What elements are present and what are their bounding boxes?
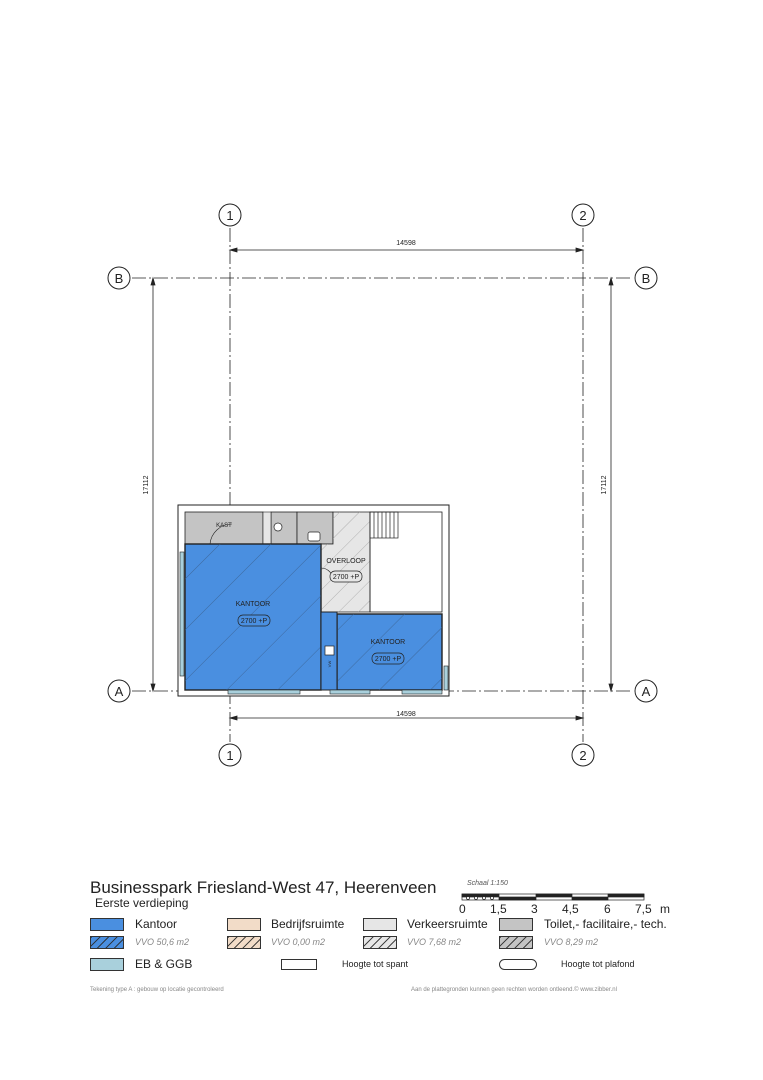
legend-swatch-toilet xyxy=(499,918,533,931)
legend-hatch-bedrijfsruimte xyxy=(227,936,261,949)
scale-tick-2: 3 xyxy=(531,902,538,916)
scale-tick-0: 0 xyxy=(459,902,466,916)
vent-mark: VW xyxy=(327,660,332,668)
legend-vvo-kantoor: VVO 50,6 m2 xyxy=(135,937,190,947)
toilet-fixture-icon xyxy=(274,523,282,531)
legend-label-plafond: Hoogte tot plafond xyxy=(561,959,635,969)
legend-swatch-spant xyxy=(281,959,317,970)
scale-tick-1: 1,5 xyxy=(490,902,507,916)
legend-vvo-verkeersruimte: VVO 7,68 m2 xyxy=(407,937,462,947)
legend-hatch-toilet xyxy=(499,936,533,949)
scale-unit: m xyxy=(660,902,670,916)
scale-tick-5: 7,5 xyxy=(635,902,652,916)
grid-label-2-top: 2 xyxy=(579,208,587,223)
legend-vvo-toilet: VVO 8,29 m2 xyxy=(544,937,599,947)
floor-name: Eerste verdieping xyxy=(95,896,189,910)
staircase xyxy=(370,512,398,538)
height-kantoor-1: 2700 +P xyxy=(240,618,268,625)
dimension-bottom: 14598 xyxy=(396,711,416,718)
grid-label-1-top: 1 xyxy=(226,208,234,223)
height-kantoor-2: 2700 +P xyxy=(374,656,402,663)
scale-label: Schaal 1:150 xyxy=(467,880,508,887)
grid-label-b-right: B xyxy=(641,271,651,286)
room-label-kantoor-1: KANTOOR xyxy=(235,601,271,608)
legend-label-toilet: Toilet,- facilitaire,- tech. xyxy=(544,917,667,931)
grid-label-1-bottom: 1 xyxy=(226,748,234,763)
legend-swatch-bedrijfsruimte xyxy=(227,918,261,931)
room-label-kantoor-2: KANTOOR xyxy=(370,639,406,646)
legend-swatch-eb xyxy=(90,958,124,971)
legend-label-eb: EB & GGB xyxy=(135,957,193,971)
legend-swatch-kantoor xyxy=(90,918,124,931)
footer-left: Tekening type A : gebouw op locatie gecontroleerd xyxy=(90,987,224,993)
height-overloop: 2700 +P xyxy=(332,574,360,581)
legend-swatch-plafond xyxy=(499,959,537,970)
legend-vvo-bedrijfsruimte: VVO 0,00 m2 xyxy=(271,937,326,947)
grid-label-a-right: A xyxy=(641,684,651,699)
socket-icon xyxy=(325,646,334,655)
project-title: Businesspark Friesland-West 47, Heerenveen xyxy=(90,878,437,897)
room-label-kast: KAST xyxy=(216,523,232,529)
legend-hatch-verkeersruimte xyxy=(363,936,397,949)
scale-tick-4: 6 xyxy=(604,902,611,916)
legend-label-bedrijfsruimte: Bedrijfsruimte xyxy=(271,917,345,931)
legend-swatch-verkeersruimte xyxy=(363,918,397,931)
room-label-overloop: OVERLOOP xyxy=(326,558,366,565)
grid-label-2-bottom: 2 xyxy=(579,748,587,763)
grid-label-a-left: A xyxy=(114,684,124,699)
legend-label-verkeersruimte: Verkeersruimte xyxy=(407,917,488,931)
room-shaft xyxy=(263,512,271,544)
legend-label-kantoor: Kantoor xyxy=(135,917,178,931)
grid-label-b-left: B xyxy=(114,271,124,286)
footer-right: Aan de plattegronden kunnen geen rechten worden ontleend.© www.zibber.nl xyxy=(411,987,617,993)
dimension-right: 17112 xyxy=(601,475,608,495)
legend-label-spant: Hoogte tot spant xyxy=(342,959,409,969)
sink-fixture-icon xyxy=(308,532,320,541)
scale-tick-3: 4,5 xyxy=(562,902,579,916)
scale-bar xyxy=(462,894,644,900)
dimension-left: 17112 xyxy=(143,475,150,495)
dimension-top: 14598 xyxy=(396,240,416,247)
legend-hatch-kantoor xyxy=(90,936,124,949)
